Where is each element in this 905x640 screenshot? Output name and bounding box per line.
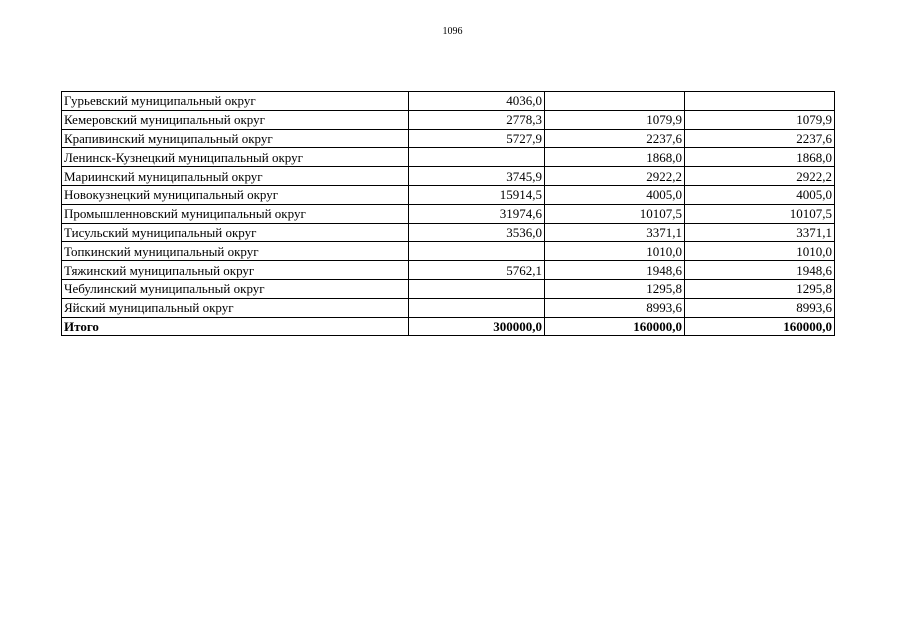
district-name-cell: Ленинск-Кузнецкий муниципальный округ	[62, 148, 409, 167]
district-name-cell: Мариинский муниципальный округ	[62, 167, 409, 186]
value-cell-1: 3536,0	[409, 223, 545, 242]
value-cell-2	[545, 92, 685, 111]
district-name-cell: Тяжинский муниципальный округ	[62, 261, 409, 280]
total-value-cell-3: 160000,0	[685, 317, 835, 336]
total-row	[62, 317, 835, 336]
table-row	[62, 298, 835, 317]
total-value-cell-2: 160000,0	[545, 317, 685, 336]
value-cell-2: 1868,0	[545, 148, 685, 167]
page-number: 1096	[442, 26, 463, 37]
table-row	[62, 223, 835, 242]
district-name-cell: Новокузнецкий муниципальный округ	[62, 185, 409, 204]
value-cell-1: 3745,9	[409, 167, 545, 186]
total-value-cell-1: 300000,0	[409, 317, 545, 336]
value-cell-3: 1079,9	[685, 110, 835, 129]
value-cell-1: 5727,9	[409, 129, 545, 148]
value-cell-3: 1948,6	[685, 261, 835, 280]
value-cell-1: 5762,1	[409, 261, 545, 280]
value-cell-3: 3371,1	[685, 223, 835, 242]
table-row	[62, 92, 835, 111]
value-cell-1: 15914,5	[409, 185, 545, 204]
table-row	[62, 242, 835, 261]
value-cell-2: 1010,0	[545, 242, 685, 261]
value-cell-3: 1868,0	[685, 148, 835, 167]
table-row	[62, 279, 835, 298]
district-name-cell: Промышленновский муниципальный округ	[62, 204, 409, 223]
value-cell-2: 8993,6	[545, 298, 685, 317]
total-label-cell: Итого	[62, 317, 409, 336]
district-name-cell: Яйский муниципальный округ	[62, 298, 409, 317]
value-cell-3	[685, 92, 835, 111]
value-cell-2: 2237,6	[545, 129, 685, 148]
district-name-cell: Крапивинский муниципальный округ	[62, 129, 409, 148]
value-cell-3: 1295,8	[685, 279, 835, 298]
value-cell-2: 1295,8	[545, 279, 685, 298]
value-cell-3: 2237,6	[685, 129, 835, 148]
value-cell-3: 4005,0	[685, 185, 835, 204]
allocation-table	[61, 91, 835, 336]
value-cell-2: 3371,1	[545, 223, 685, 242]
value-cell-2: 4005,0	[545, 185, 685, 204]
value-cell-3: 2922,2	[685, 167, 835, 186]
district-name-cell: Чебулинский муниципальный округ	[62, 279, 409, 298]
table-row	[62, 148, 835, 167]
table-row	[62, 261, 835, 280]
value-cell-3: 8993,6	[685, 298, 835, 317]
value-cell-1	[409, 298, 545, 317]
value-cell-2: 1079,9	[545, 110, 685, 129]
value-cell-1: 4036,0	[409, 92, 545, 111]
value-cell-2: 1948,6	[545, 261, 685, 280]
district-name-cell: Топкинский муниципальный округ	[62, 242, 409, 261]
district-name-cell: Кемеровский муниципальный округ	[62, 110, 409, 129]
value-cell-1	[409, 148, 545, 167]
district-name-cell: Тисульский муниципальный округ	[62, 223, 409, 242]
district-name-cell: Гурьевский муниципальный округ	[62, 92, 409, 111]
table-row	[62, 110, 835, 129]
table-row	[62, 167, 835, 186]
value-cell-1	[409, 279, 545, 298]
table-row	[62, 204, 835, 223]
value-cell-2: 2922,2	[545, 167, 685, 186]
value-cell-3: 1010,0	[685, 242, 835, 261]
table-row	[62, 129, 835, 148]
value-cell-2: 10107,5	[545, 204, 685, 223]
table-row	[62, 185, 835, 204]
value-cell-3: 10107,5	[685, 204, 835, 223]
value-cell-1	[409, 242, 545, 261]
value-cell-1: 2778,3	[409, 110, 545, 129]
value-cell-1: 31974,6	[409, 204, 545, 223]
